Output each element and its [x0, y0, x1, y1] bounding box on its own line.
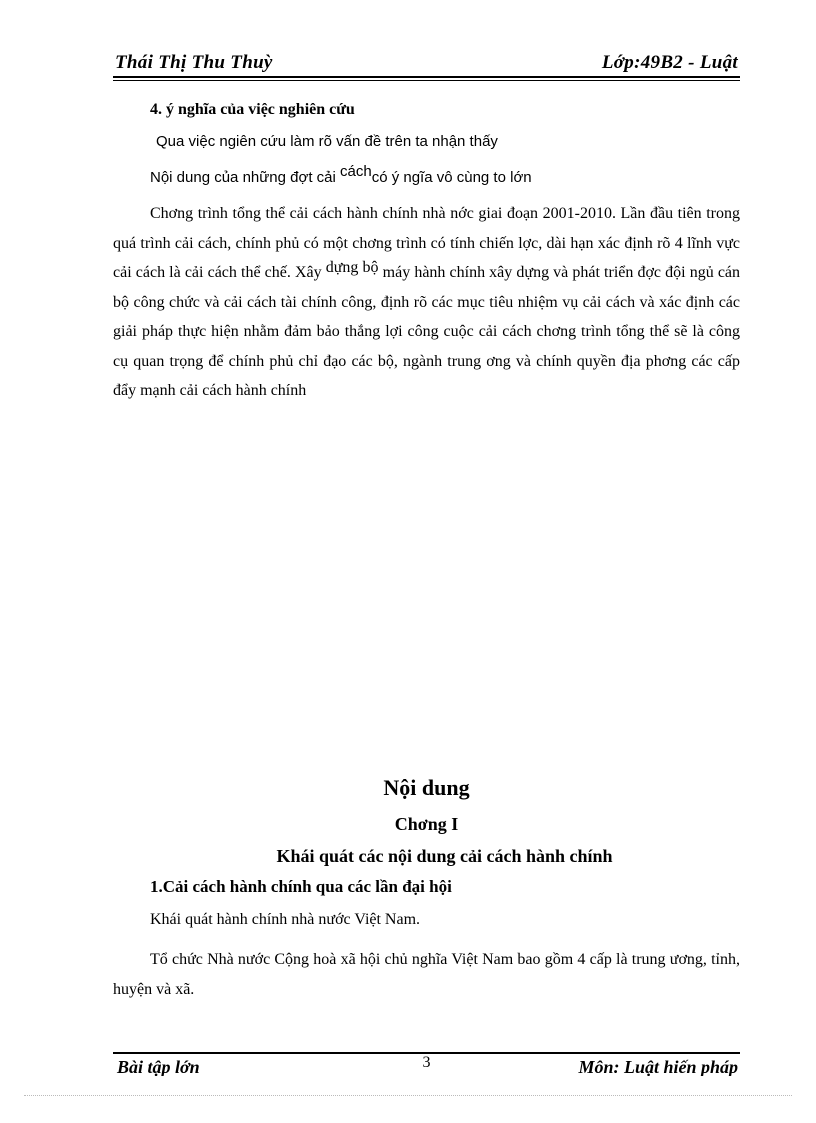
- content-title: Nội dung: [383, 775, 470, 800]
- header-class: Lớp:49B2 - Luật: [601, 52, 738, 73]
- page-footer: [113, 1052, 740, 1076]
- chapter-label: Chơng I: [394, 814, 459, 834]
- overview-line: Khái quát hành chính nhà nước Việt Nam.: [150, 911, 421, 928]
- subheading: 1.Cải cách hành chính qua các lần đại hội: [150, 877, 452, 896]
- intro-line-2-raised: cách: [340, 163, 372, 180]
- page-header: [113, 50, 740, 78]
- organization-paragraph: Tổ chức Nhà nước Cộng hoà xã hội chủ nghĩa Việt Nam bao gồm 4 cấp là trung ương, tỉnh, huyện và xã.: [113, 951, 740, 998]
- program-paragraph: [113, 199, 740, 406]
- chapter-title: Khái quát các nội dung cải cách hành chính: [276, 846, 613, 866]
- program-paragraph-end: máy hành chính xây dựng và phát triển đợc đội ngủ cán bộ công chức và cải cách tài chính công, định rõ các mục tiêu nhiệm vụ cải cách và xác định các giải pháp thực hiện nhằm đảm bảo thắng lợi công cuộc cải cách chơng trình tổng thể sẽ là công cụ quan trọng để chính phủ chỉ đạo các bộ, ngành trung ơng và chính quyền địa phơng các cấp đẩy mạnh cải cách hành chính: [113, 264, 741, 399]
- footer-label: Bài tập lớn: [117, 1057, 200, 1076]
- page-edge-rule: [24, 1095, 792, 1096]
- intro-line-2: [150, 163, 777, 186]
- page-number: 3: [422, 1054, 431, 1071]
- program-paragraph-raised: dựng bộ: [325, 259, 379, 276]
- intro-line-2-end: có ý ngĩa vô cùng to lớn: [371, 169, 532, 186]
- footer-subject: Môn: Luật hiến pháp: [578, 1057, 738, 1076]
- intro-line-2-start: Nội dung của những đợt cải: [150, 169, 340, 186]
- section-heading: 4. ý nghĩa của việc nghiên cứu: [150, 101, 355, 118]
- header-author: Thái Thị Thu Thuỳ: [115, 52, 273, 73]
- intro-line: Qua việc ngiên cứu làm rõ vấn đề trên ta nhận thấy: [156, 133, 498, 150]
- header-rule: [113, 80, 740, 81]
- program-paragraph-start: Chơng trình tổng thể cải cách hành chính nhà nớc giai đoạn 2001-2010. Lần đầu tiên trong quá trình cải cách, chính phủ có một chơng trình có tính chiến lợc, dài hạn xác định rõ 4 lĩnh vực cải cách là cải cách thể chế. Xây: [113, 205, 740, 281]
